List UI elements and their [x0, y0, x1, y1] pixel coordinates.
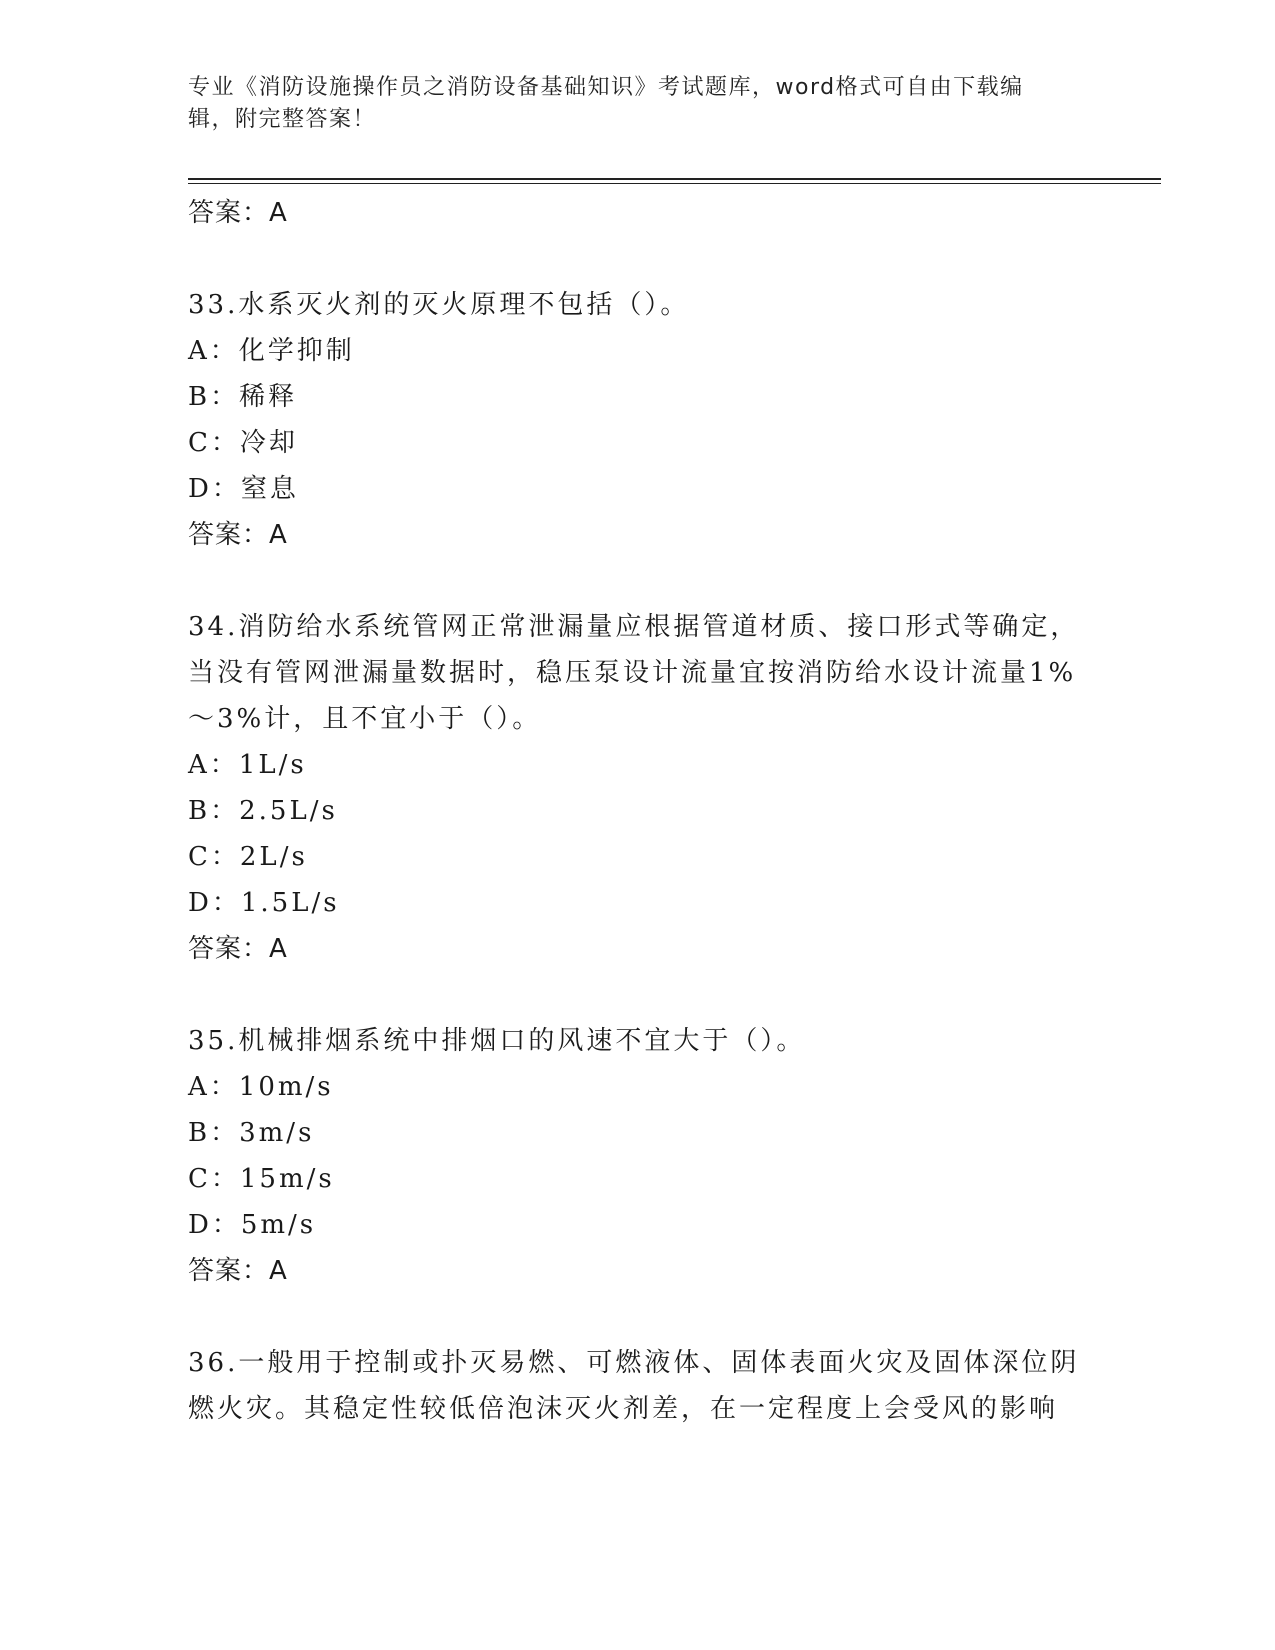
spacer [188, 972, 1088, 1018]
question-33-answer: 答案：A [188, 520, 288, 550]
question-34-option-c: C：2L/s [188, 842, 308, 872]
question-33-option-b: B：稀释 [188, 382, 298, 412]
question-33-option-d: D：窒息 [188, 474, 299, 504]
question-35-option-b: B：3m/s [188, 1118, 315, 1148]
document-header [188, 72, 1068, 136]
spacer [188, 236, 1088, 282]
question-36-stem-line-2: 燃火灾。其稳定性较低倍泡沫灭火剂差，在一定程度上会受风的影响 [188, 1394, 1059, 1424]
question-list [188, 190, 1088, 1432]
question-34-option-d: D：1.5L/s [188, 888, 340, 918]
header-line-2: 辑，附完整答案！ [188, 107, 377, 132]
header-divider-thin [188, 183, 1161, 184]
question-35-option-d: D：5m/s [188, 1210, 317, 1240]
question-33-stem: 33.水系灭火剂的灭火原理不包括（）。 [188, 290, 690, 320]
header-line-1: 专业《消防设施操作员之消防设备基础知识》考试题库，word格式可自由下载编 [188, 75, 1024, 100]
question-35 [188, 1018, 1088, 1294]
question-33-option-c: C：冷却 [188, 428, 298, 458]
question-35-answer: 答案：A [188, 1256, 288, 1286]
question-34-option-a: A：1L/s [188, 750, 307, 780]
question-35-stem: 35.机械排烟系统中排烟口的风速不宜大于（）。 [188, 1026, 806, 1056]
question-34-answer: 答案：A [188, 934, 288, 964]
question-33-option-a: A：化学抑制 [188, 336, 355, 366]
answer-32: 答案：A [188, 198, 288, 228]
header-divider-thick [188, 178, 1161, 180]
question-33 [188, 282, 1088, 558]
question-34-stem-line-2: 当没有管网泄漏量数据时，稳压泵设计流量宜按消防给水设计流量1% [188, 658, 1077, 688]
question-34-stem-line-1: 34.消防给水系统管网正常泄漏量应根据管道材质、接口形式等确定， [188, 612, 1080, 642]
question-36-stem-line-1: 36.一般用于控制或扑灭易燃、可燃液体、固体表面火灾及固体深位阴 [188, 1348, 1080, 1378]
spacer [188, 1294, 1088, 1340]
question-34 [188, 604, 1088, 972]
question-35-option-c: C：15m/s [188, 1164, 335, 1194]
spacer [188, 558, 1088, 604]
question-36 [188, 1340, 1088, 1432]
question-34-option-b: B：2.5L/s [188, 796, 338, 826]
question-35-option-a: A：10m/s [188, 1072, 334, 1102]
question-34-stem-line-3: ～3%计，且不宜小于（）。 [188, 704, 542, 734]
